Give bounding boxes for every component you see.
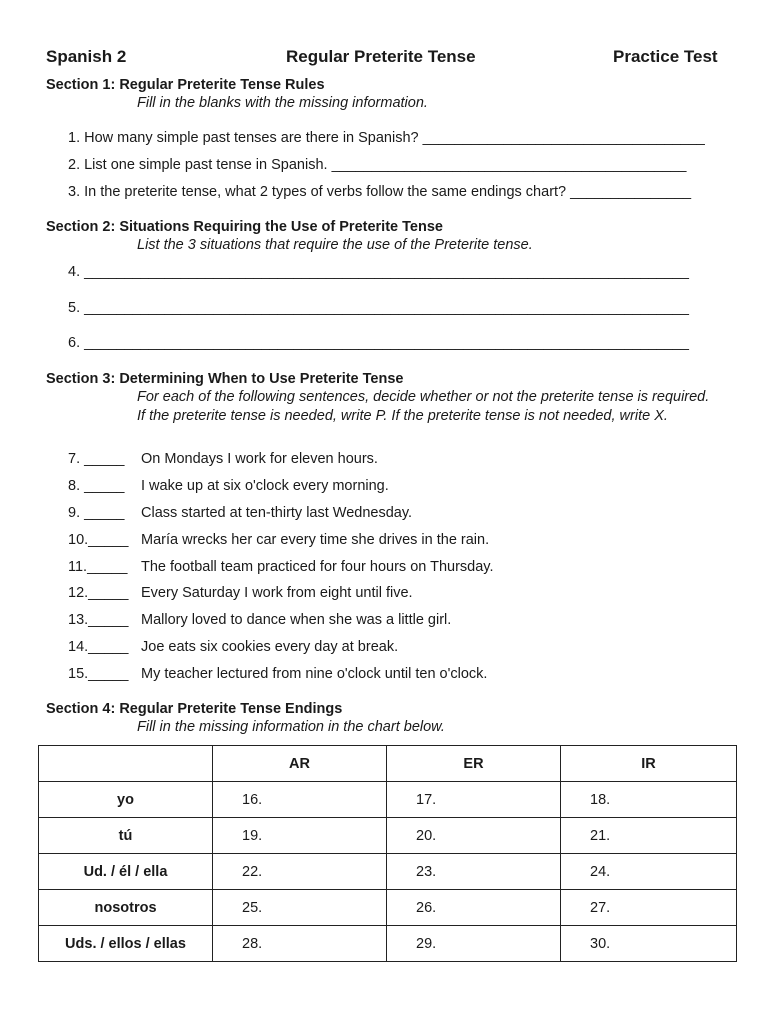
chart-row-nosotros (39, 890, 737, 926)
column-header-er: ER (387, 746, 561, 782)
row-label: Ud. / él / ella (39, 854, 213, 890)
chart-row-uds (39, 926, 737, 962)
chart-row-yo (39, 782, 737, 818)
chart-cell: 16. (213, 782, 387, 818)
row-label: yo (39, 782, 213, 818)
chart-cell: 18. (561, 782, 737, 818)
item-15-blank: 15._____ (68, 666, 129, 682)
chart-cell: 17. (387, 782, 561, 818)
answer-line-5: 5. ___________________________________________________________________________ (68, 300, 689, 316)
item-13-sentence: Mallory loved to dance when she was a little girl. (141, 612, 452, 628)
section-4-instructions: Fill in the missing information in the chart below. (137, 719, 445, 735)
column-header-ir: IR (561, 746, 737, 782)
question-2: 2. List one simple past tense in Spanish. ____________________________________________ (68, 157, 687, 173)
item-12-blank: 12._____ (68, 585, 129, 601)
section-1-instructions: Fill in the blanks with the missing information. (137, 95, 428, 111)
chart-cell: 23. (387, 854, 561, 890)
section-3-heading: Section 3: Determining When to Use Preterite Tense (46, 371, 404, 387)
chart-row-ud (39, 854, 737, 890)
chart-row-tu (39, 818, 737, 854)
row-label: nosotros (39, 890, 213, 926)
question-1: 1. How many simple past tenses are there in Spanish? ___________________________________ (68, 130, 705, 146)
item-7-sentence: On Mondays I work for eleven hours. (141, 451, 378, 467)
endings-chart (38, 745, 737, 962)
chart-cell: 22. (213, 854, 387, 890)
section-2-heading: Section 2: Situations Requiring the Use of Preterite Tense (46, 219, 443, 235)
item-12-sentence: Every Saturday I work from eight until five. (141, 585, 413, 601)
item-10-blank: 10._____ (68, 532, 129, 548)
section-1-heading: Section 1: Regular Preterite Tense Rules (46, 77, 325, 93)
item-11-blank: 11._____ (68, 559, 128, 575)
item-14-blank: 14._____ (68, 639, 129, 655)
chart-cell: 19. (213, 818, 387, 854)
column-header-ar: AR (213, 746, 387, 782)
item-8-sentence: I wake up at six o'clock every morning. (141, 478, 389, 494)
chart-cell: 29. (387, 926, 561, 962)
item-9-blank: 9. _____ (68, 505, 125, 521)
chart-corner-cell (39, 746, 213, 782)
chart-cell: 25. (213, 890, 387, 926)
section-2-instructions: List the 3 situations that require the use of the Preterite tense. (137, 237, 533, 253)
item-13-blank: 13._____ (68, 612, 129, 628)
section-4-heading: Section 4: Regular Preterite Tense Endings (46, 701, 343, 717)
row-label: tú (39, 818, 213, 854)
item-10-sentence: María wrecks her car every time she drives in the rain. (141, 532, 490, 548)
answer-line-6: 6. ___________________________________________________________________________ (68, 335, 689, 351)
item-11-sentence: The football team practiced for four hours on Thursday. (141, 559, 494, 575)
chart-cell: 30. (561, 926, 737, 962)
chart-cell: 24. (561, 854, 737, 890)
course-name: Spanish 2 (46, 47, 127, 66)
chart-cell: 20. (387, 818, 561, 854)
item-8-blank: 8. _____ (68, 478, 125, 494)
question-3: 3. In the preterite tense, what 2 types of verbs follow the same endings chart? _______________ (68, 184, 692, 200)
chart-header-row (39, 746, 737, 782)
chart-cell: 28. (213, 926, 387, 962)
item-14-sentence: Joe eats six cookies every day at break. (141, 639, 399, 655)
chart-cell: 26. (387, 890, 561, 926)
test-type: Practice Test (613, 47, 718, 66)
chart-cell: 21. (561, 818, 737, 854)
page-title: Regular Preterite Tense (286, 47, 476, 66)
item-9-sentence: Class started at ten-thirty last Wednesday. (141, 505, 413, 521)
section-3-instructions: For each of the following sentences, decide whether or not the preterite tense is required. If the preterite tense is needed, write P. If the preterite tense is not needed, write X. (137, 389, 710, 424)
item-15-sentence: My teacher lectured from nine o'clock until ten o'clock. (141, 666, 488, 682)
row-label: Uds. / ellos / ellas (39, 926, 213, 962)
answer-line-4: 4. ___________________________________________________________________________ (68, 264, 689, 280)
chart-cell: 27. (561, 890, 737, 926)
item-7-blank: 7. _____ (68, 451, 125, 467)
